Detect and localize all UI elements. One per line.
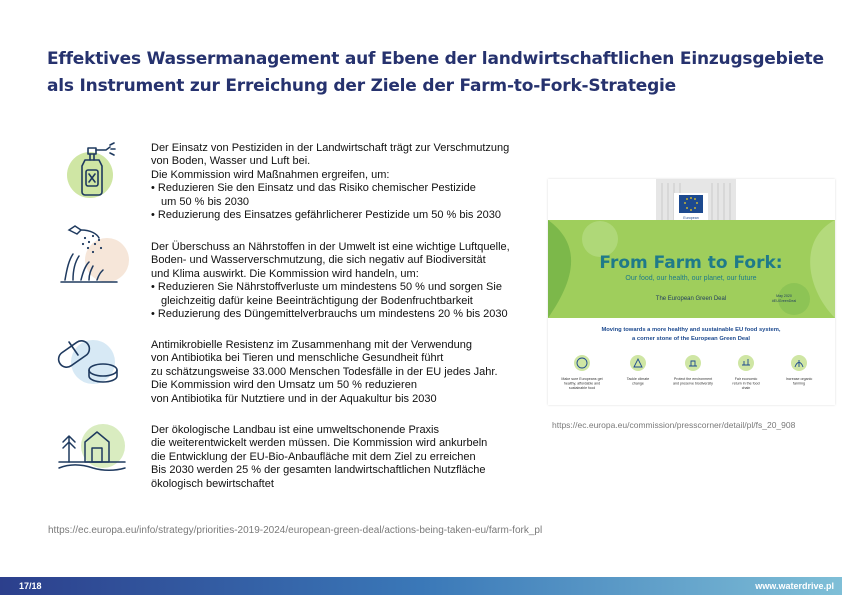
poster-date: May 2020 bbox=[776, 294, 792, 298]
text-line: die weiterentwickelt werden müssen. Die Kommission wird ankurbeln bbox=[151, 437, 488, 450]
organic-farm-icon bbox=[55, 412, 133, 474]
poster-moving-line2: a corner stone of the European Green Deal bbox=[632, 336, 750, 342]
goal-2-line2: change bbox=[632, 381, 644, 386]
poster-hashtag: #EUGreenDeal bbox=[771, 299, 797, 303]
goal-5-line1: Increase organic bbox=[785, 377, 813, 381]
page-title bbox=[47, 46, 824, 100]
goal-4-line1: Fair economic bbox=[734, 377, 758, 381]
antibiotic-pills-icon bbox=[53, 330, 127, 388]
goal-1-line3: sustainable food bbox=[568, 386, 596, 390]
pesticide-spray-bottle-icon bbox=[60, 140, 126, 206]
bullet-item: • Reduzierung des Einsatzes gefährlicherer Pestizide um 50 % bis 2030 bbox=[151, 209, 501, 222]
text-line: von Boden, Wasser und Luft bei. bbox=[151, 155, 311, 168]
goal-1-line2: healthy, affordable and bbox=[563, 381, 601, 386]
poster-logo-line1: European bbox=[683, 216, 699, 220]
poster-subline: Our food, our health, our planet, our future bbox=[625, 275, 757, 282]
section-pesticides bbox=[151, 142, 551, 222]
footer-site-link[interactable]: www.waterdrive.pl bbox=[755, 581, 834, 591]
farm-to-fork-poster bbox=[548, 179, 835, 405]
goal-1-line1: Make sure Europeans get bbox=[561, 377, 603, 381]
goal-4-line2: return in the food bbox=[732, 381, 760, 386]
goal-2-line1: Tackle climate bbox=[626, 377, 650, 381]
poster-headline: From Farm to Fork: bbox=[599, 253, 783, 273]
text-line: Boden- und Wasserverschmutzung, die sich negativ auf Biodiversität bbox=[151, 254, 486, 267]
text-line: Die Kommission wird den Umsatz um 50 % reduzieren bbox=[151, 379, 417, 392]
text-line: Die Kommission wird Maßnahmen ergreifen, um: bbox=[151, 168, 390, 181]
poster-graphic bbox=[548, 179, 835, 405]
section-organic-farming bbox=[151, 424, 551, 491]
text-line: Antimikrobielle Resistenz im Zusammenhang mit der Verwendung bbox=[151, 339, 472, 351]
poster-green-deal: The European Green Deal bbox=[655, 296, 727, 302]
text-line: die Entwicklung der EU-Bio-Anbaufläche mit dem Ziel zu erreichen bbox=[151, 450, 476, 463]
page-source-link[interactable]: https://ec.europa.eu/info/strategy/priorities-2019-2024/european-green-deal/actions-being-taken-eu/farm-fork_pl bbox=[48, 525, 543, 536]
poster-moving-line1: Moving towards a more healthy and sustainable EU food system, bbox=[601, 327, 781, 333]
poster-source-link[interactable]: https://ec.europa.eu/commission/presscorner/detail/pl/fs_20_908 bbox=[552, 420, 796, 430]
text-line: zu schätzungsweise 33.000 Menschen Todesfälle in der EU jedes Jahr. bbox=[151, 365, 498, 378]
text-line: Bis 2030 werden 25 % der gesamten landwirtschaftlichen Nutzfläche bbox=[151, 464, 486, 477]
text-line: um 50 % bis 2030 bbox=[161, 195, 250, 208]
page-number: 17/18 bbox=[19, 581, 42, 591]
text-line: und Klima auswirkt. Die Kommission wird handeln, um: bbox=[151, 267, 419, 280]
bullet-item: • Reduzieren Sie Nährstoffverluste um mindestens 50 % und sorgen Sie bbox=[151, 281, 502, 294]
text-line: Der Überschuss an Nährstoffen in der Umwelt ist eine wichtige Luftquelle, bbox=[151, 241, 510, 253]
text-line: von Antibiotika für Nutztiere und in der Aquakultur bis 2030 bbox=[151, 392, 437, 405]
footer-bar bbox=[0, 577, 842, 595]
title-line-2: als Instrument zur Erreichung der Ziele der Farm-to-Fork-Strategie bbox=[47, 76, 677, 96]
section-nutrients bbox=[151, 241, 551, 321]
text-line: gleichzeitig dafür keine Beeinträchtigung der Bodenfruchtbarkeit bbox=[161, 294, 473, 307]
text-line: Der Einsatz von Pestiziden in der Landwirtschaft trägt zur Verschmutzung bbox=[151, 142, 510, 154]
goal-4-line3: chain bbox=[741, 386, 751, 390]
fertilizer-sprinkle-icon bbox=[55, 222, 135, 288]
goal-3-line1: Protect the environment bbox=[673, 377, 713, 381]
text-line: von Antibiotika bei Tieren und menschliche Gesundheit führt bbox=[151, 352, 444, 365]
title-line-1: Effektives Wassermanagement auf Ebene der landwirtschaftlichen Einzugsgebiete bbox=[47, 49, 824, 69]
bullet-item: • Reduzieren Sie den Einsatz und das Risiko chemischer Pestizide bbox=[151, 182, 476, 195]
goal-5-line2: farming bbox=[793, 381, 805, 386]
text-line: ökologisch bewirtschaftet bbox=[151, 477, 274, 490]
goal-3-line2: and preserve biodiversity bbox=[673, 381, 713, 386]
text-line: Der ökologische Landbau ist eine umweltschonende Praxis bbox=[151, 424, 440, 436]
section-antibiotics bbox=[151, 339, 551, 406]
bullet-item: • Reduzierung des Düngemittelverbrauchs um mindestens 20 % bis 2030 bbox=[151, 308, 508, 321]
